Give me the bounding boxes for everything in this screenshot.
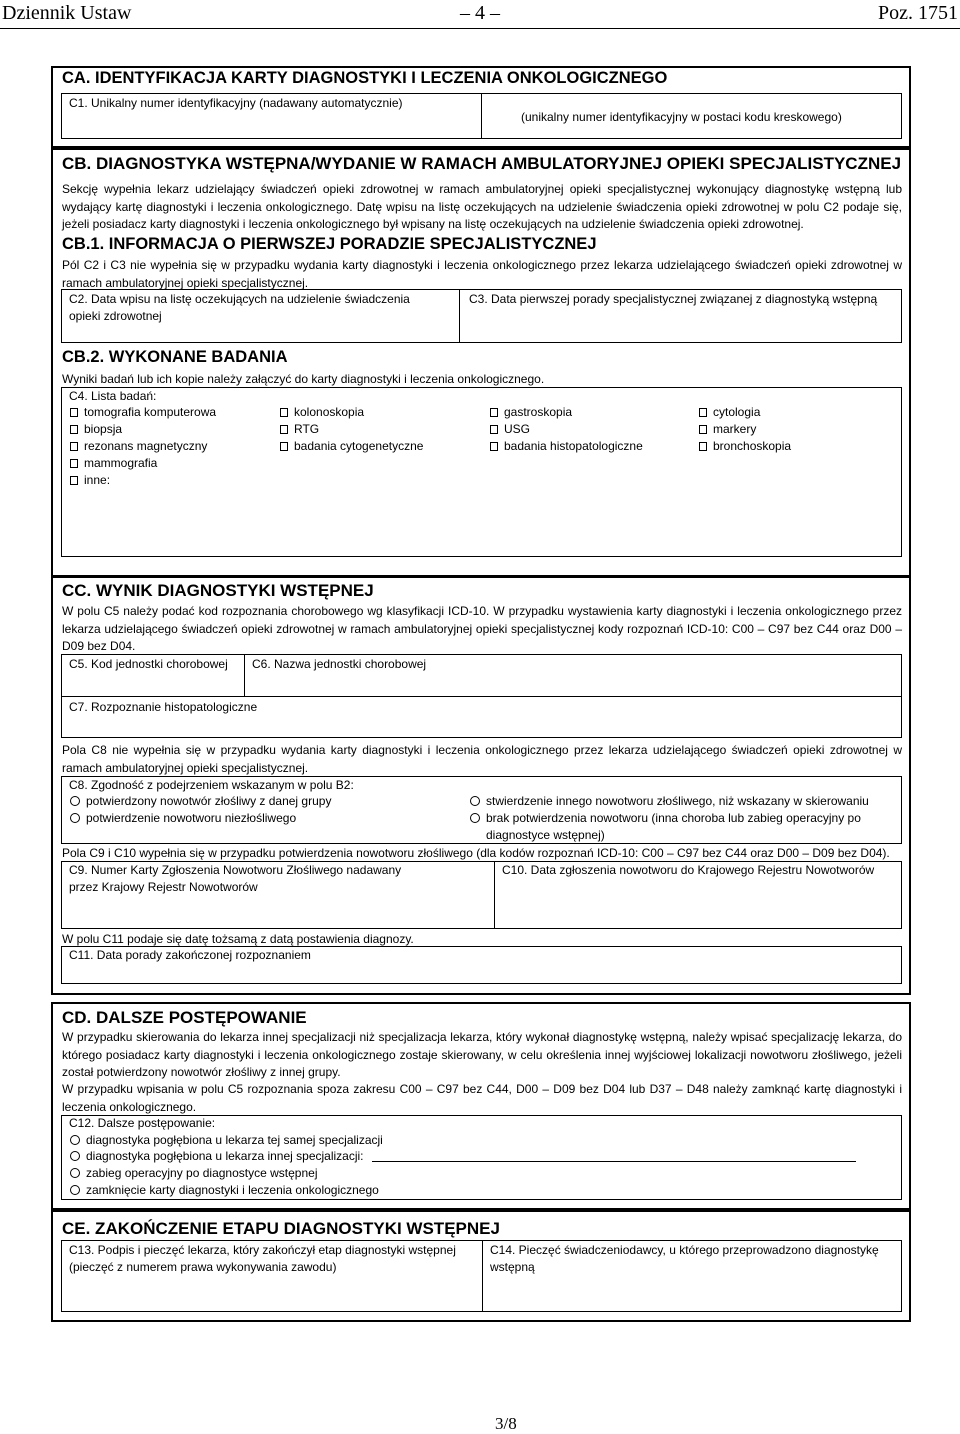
cb1-title: CB.1. INFORMACJA O PIERWSZEJ PORADZIE SPECJALISTYCZNEJ: [62, 235, 597, 253]
position-number: Poz. 1751: [878, 2, 958, 24]
c8-option-not-confirmed-line2: diagnostyce wstępnej): [486, 828, 605, 842]
c12-option-other-spec[interactable]: diagnostyka pogłębiona u lekarza innej specjalizacji:: [70, 1148, 364, 1165]
cd-note-2: W przypadku wpisania w polu C5 rozpoznania spoza zakresu C00 – C97 bez C44, D00 – D09 bez D04 lub D37 – D48 należy zamknąć kartę diagnostyki i leczenia onkologicznego.: [62, 1082, 902, 1114]
checkbox-icon: [280, 408, 288, 417]
section-cd-title: CD. DALSZE POSTĘPOWANIE: [62, 1008, 307, 1027]
c7-histopathology-field[interactable]: [62, 716, 901, 737]
c8-label: C8. Zgodność z podejrzeniem wskazanym w polu B2:: [69, 778, 354, 792]
c4-label: C4. Lista badań:: [69, 389, 157, 403]
c8-option-benign[interactable]: potwierdzenie nowotworu niezłośliwego: [70, 810, 296, 827]
cb2-title: CB.2. WYKONANE BADANIA: [62, 348, 288, 366]
cd-note-1: W przypadku skierowania do lekarza innej specjalizacji niż specjalizacja lekarza, który wykonał diagnostykę wstępną, należy wpisać specjalizację lekarza, do którego posiadacz karty diagnostyki i leczenia onkologicznego zostaje skierowany, w celu określenia innej wyjściowej lokalizacji nowotworu złośliwego, jeżeli został potwierdzony nowotwór złośliwy z innej grupy.: [62, 1030, 902, 1079]
c2-date-field[interactable]: [62, 306, 458, 342]
checkbox-icon: [280, 425, 288, 434]
c13-signature-field[interactable]: [62, 1277, 481, 1311]
c12-option-close-card[interactable]: zamknięcie karty diagnostyki i leczenia onkologicznego: [70, 1182, 379, 1199]
c8-option-other-malignant[interactable]: stwierdzenie innego nowotworu złośliwego, niż wskazany w skierowaniu: [470, 793, 869, 810]
c3-date-field[interactable]: [460, 308, 901, 342]
section-cb-title: CB. DIAGNOSTYKA WSTĘPNA/WYDANIE W RAMACH AMBULATORYJNEJ OPIEKI SPECJALISTYCZNEJ: [62, 154, 902, 173]
radio-icon: [470, 813, 480, 823]
checkbox-icon: [70, 425, 78, 434]
c7-label: C7. Rozpoznanie histopatologiczne: [69, 700, 258, 714]
test-kolonoskopia[interactable]: kolonoskopia: [280, 404, 364, 421]
c5-code-field[interactable]: [62, 673, 243, 695]
section-cc-title: CC. WYNIK DIAGNOSTYKI WSTĘPNEJ: [62, 581, 374, 600]
test-rtg[interactable]: RTG: [280, 421, 319, 438]
test-mammografia[interactable]: mammografia: [70, 455, 157, 472]
c13-label-line2: (pieczęć z numerem prawa wykonywania zawodu): [69, 1260, 337, 1274]
checkbox-icon: [490, 425, 498, 434]
c14-label-line2: wstępną: [490, 1260, 535, 1274]
test-cytologia[interactable]: cytologia: [699, 404, 760, 421]
c10-date-field[interactable]: [495, 880, 901, 928]
c1-divider: [481, 93, 482, 139]
radio-icon: [70, 1185, 80, 1195]
checkbox-icon: [70, 476, 78, 485]
c14-label-line1: C14. Pieczęć świadczeniodawcy, u którego przeprowadzono diagnostykę: [490, 1243, 879, 1257]
checkbox-icon: [490, 442, 498, 451]
c10-label: C10. Data zgłoszenia nowotworu do Krajowego Rejestru Nowotworów: [502, 863, 875, 877]
c3-label: C3. Data pierwszej porady specjalistycznej związanej z diagnostyką wstępną: [469, 292, 878, 306]
test-markery[interactable]: markery: [699, 421, 756, 438]
radio-icon: [70, 813, 80, 823]
checkbox-icon: [490, 408, 498, 417]
radio-icon: [70, 1135, 80, 1145]
journal-title: Dziennik Ustaw: [2, 2, 132, 24]
checkbox-icon: [70, 459, 78, 468]
cb-intro: Sekcję wypełnia lekarz udzielający świadczeń opieki zdrowotnej w ramach ambulatoryjnej opieki specjalistycznej wykonujący diagnostykę wstępną lub wydający kartę diagnostyki i leczenia onkologicznego. Datę wpisu na listę oczekujących na udzielenie świadczenia opieki zdrowotnej w polu C2 podaje się, jeżeli posiadacz karty diagnostyki i leczenia onkologicznego był wpisany na listę oczekujących na udzielenie świadczenia opieki zdrowotnej.: [62, 182, 902, 231]
c2-label-line1: C2. Data wpisu na listę oczekujących na udzielenie świadczenia: [69, 292, 410, 306]
c6-name-field[interactable]: [245, 673, 901, 695]
test-inne[interactable]: inne:: [70, 472, 110, 489]
radio-icon: [70, 1151, 80, 1161]
header-rule: [0, 28, 960, 29]
c12-option-same-spec[interactable]: diagnostyka pogłębiona u lekarza tej samej specjalizacji: [70, 1132, 383, 1149]
checkbox-icon: [70, 442, 78, 451]
c1-label: C1. Unikalny numer identyfikacyjny (nadawany automatycznie): [69, 96, 403, 110]
page-footer-number: 3/8: [495, 1414, 517, 1433]
c12-label: C12. Dalsze postępowanie:: [69, 1116, 216, 1130]
c8-note: Pola C8 nie wypełnia się w przypadku wydania karty diagnostyki i leczenia onkologicznego przez lekarza udzielającego świadczeń opieki zdrowotnej w ramach ambulatoryjnej opieki specjalistycznej.: [62, 743, 902, 775]
radio-icon: [70, 796, 80, 806]
checkbox-icon: [699, 442, 707, 451]
c5-c7-separator: [61, 696, 902, 697]
c8-option-not-confirmed[interactable]: brak potwierdzenia nowotworu (inna choroba lub zabieg operacyjny po: [470, 810, 861, 827]
c5-label: C5. Kod jednostki chorobowej: [69, 657, 228, 671]
test-tomografia[interactable]: tomografia komputerowa: [70, 404, 216, 421]
other-specialization-line[interactable]: [372, 1161, 856, 1162]
page-number-header: – 4 –: [460, 2, 500, 24]
checkbox-icon: [699, 425, 707, 434]
checkbox-icon: [280, 442, 288, 451]
test-cytogenetyczne[interactable]: badania cytogenetyczne: [280, 438, 423, 455]
cb1-note: Pól C2 i C3 nie wypełnia się w przypadku wydania karty diagnostyki i leczenia onkologicznego przez lekarza udzielającego świadczeń opieki zdrowotnej w ramach ambulatoryjnej opieki specjalistycznej.: [62, 258, 902, 290]
c9-c10-note: Pola C9 i C10 wypełnia się w przypadku potwierdzenia nowotworu złośliwego (dla kodów rozpoznań ICD-10: C00 – C97 bez C44 oraz D00 – D09 bez D04).: [62, 846, 890, 860]
test-gastroskopia[interactable]: gastroskopia: [490, 404, 572, 421]
test-biopsja[interactable]: biopsja: [70, 421, 122, 438]
section-ca-title: CA. IDENTYFIKACJA KARTY DIAGNOSTYKI I LECZENIA ONKOLOGICZNEGO: [62, 69, 668, 87]
c9-number-field[interactable]: [62, 897, 493, 928]
test-usg[interactable]: USG: [490, 421, 530, 438]
c2-label-line2: opieki zdrowotnej: [69, 309, 162, 323]
c9-label-line2: przez Krajowy Rejestr Nowotworów: [69, 880, 258, 894]
cc-note: W polu C5 należy podać kod rozpoznania chorobowego wg klasyfikacji ICD-10. W przypadku wystawienia karty diagnostyki i leczenia onkologicznego przez lekarza udzielającego świadczeń opieki zdrowotnej w ramach ambulatoryjnej opieki specjalistycznej kody rozpoznań ICD-10: C00 – C97 bez C44 oraz D00 – D09 bez D04.: [62, 604, 902, 653]
test-histopatologiczne[interactable]: badania histopatologiczne: [490, 438, 643, 455]
c1-barcode-note: (unikalny numer identyfikacyjny w postaci kodu kreskowego): [521, 110, 842, 124]
cb2-note: Wyniki badań lub ich kopie należy załączyć do karty diagnostyki i leczenia onkologicznego.: [62, 372, 545, 386]
c6-label: C6. Nazwa jednostki chorobowej: [252, 657, 427, 671]
checkbox-icon: [70, 408, 78, 417]
radio-icon: [70, 1168, 80, 1178]
c9-label-line1: C9. Numer Karty Zgłoszenia Nowotworu Złośliwego nadawany: [69, 863, 402, 877]
c11-label: C11. Data porady zakończonej rozpoznaniem: [69, 948, 311, 962]
test-rezonans[interactable]: rezonans magnetyczny: [70, 438, 207, 455]
checkbox-icon: [699, 408, 707, 417]
c14-stamp-field[interactable]: [483, 1277, 901, 1311]
test-bronchoskopia[interactable]: bronchoskopia: [699, 438, 791, 455]
c13-label-line1: C13. Podpis i pieczęć lekarza, który zakończył etap diagnostyki wstępnej: [69, 1243, 456, 1257]
c11-note: W polu C11 podaje się datę tożsamą z datą postawienia diagnozy.: [62, 932, 414, 946]
c12-option-surgery[interactable]: zabieg operacyjny po diagnostyce wstępnej: [70, 1165, 317, 1182]
section-ce-title: CE. ZAKOŃCZENIE ETAPU DIAGNOSTYKI WSTĘPNEJ: [62, 1219, 500, 1238]
c8-option-confirmed[interactable]: potwierdzony nowotwór złośliwy z danej grupy: [70, 793, 331, 810]
radio-icon: [470, 796, 480, 806]
